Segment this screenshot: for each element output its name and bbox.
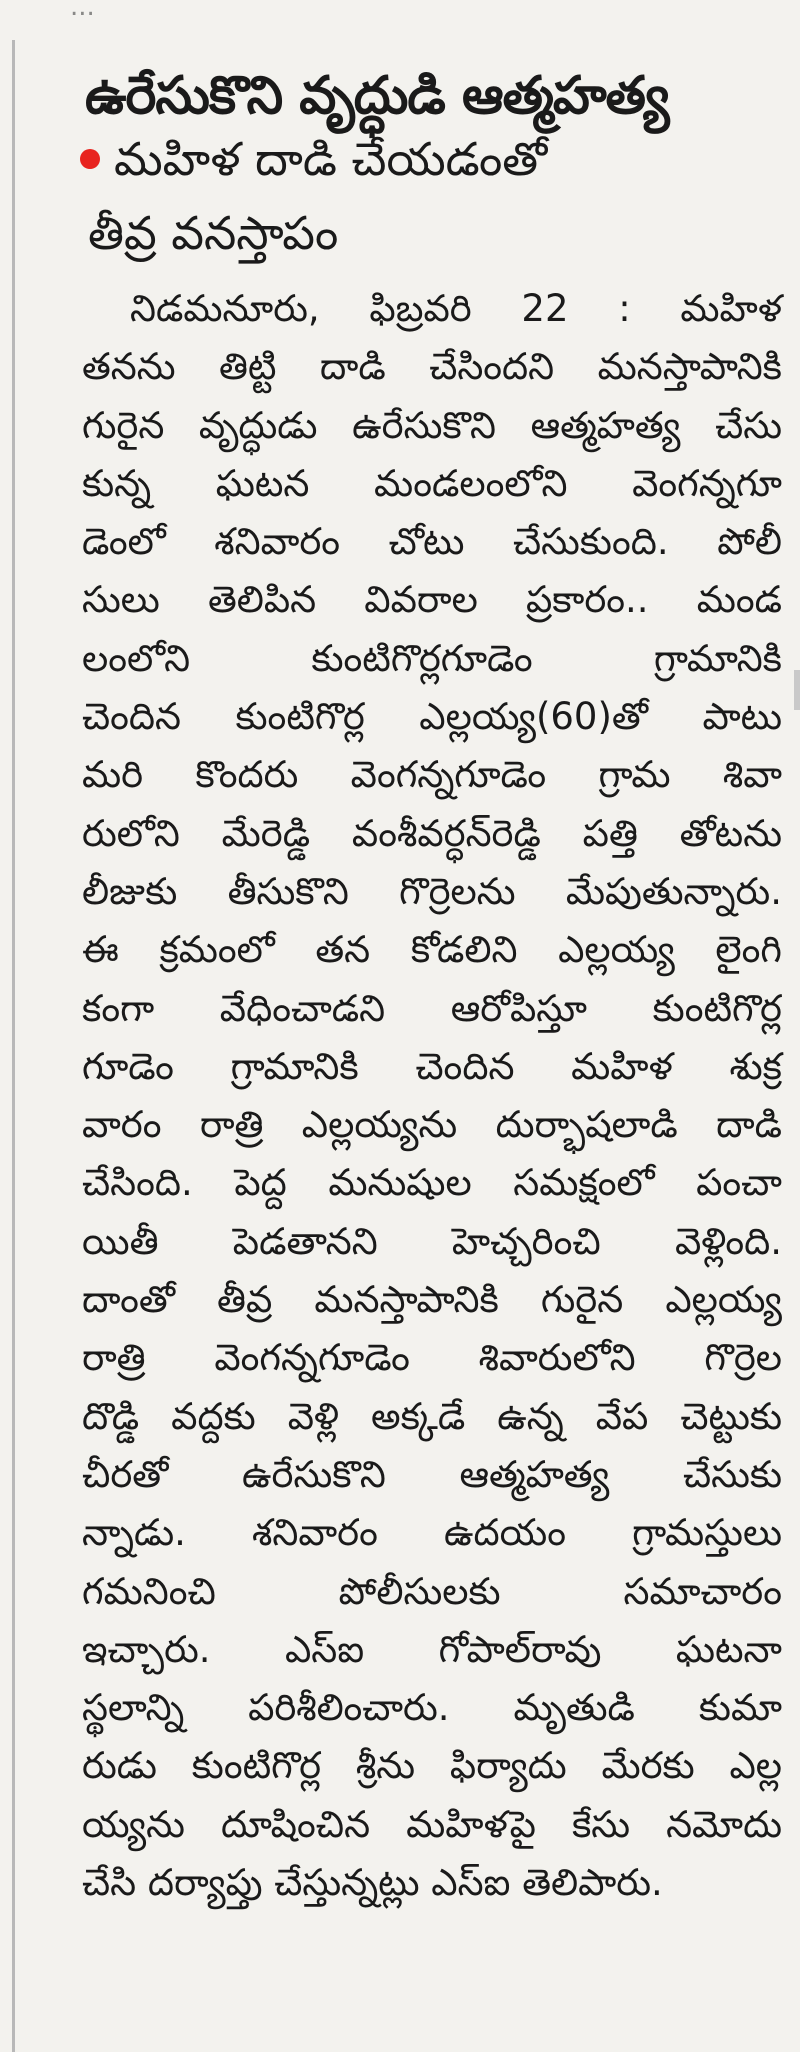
red-bullet-icon [80,149,100,169]
body-line: చేసింది. పెద్ద మనుషుల సమక్షంలో పంచా [82,1161,782,1205]
body-line: చెందిన కుంటిగొర్ల ఎల్లయ్య(60)తో పాటు [82,695,782,739]
body-line: రుడు కుంటిగొర్ల శ్రీను ఫిర్యాదు మేరకు ఎల్ల [82,1744,782,1788]
body-line: రాత్రి వెంగన్నగూడెం శివారులోని గొర్రెల [82,1336,782,1380]
subhead-line-2: తీవ్ర వనస్తాపం [88,206,339,260]
body-line: కంగా వేధించాడని ఆరోపిస్తూ కుంటిగొర్ల [82,986,782,1030]
body-line: స్థలాన్ని పరిశీలించారు. మృతుడి కుమా [82,1686,782,1730]
body-line: రులోని మేరెడ్డి వంశీవర్ధన్‌రెడ్డి పత్తి తోటను [82,811,782,855]
article-subhead [80,122,780,270]
body-line: ఈ క్రమంలో తన కోడలిని ఎల్లయ్య లైంగి [82,928,782,972]
body-line: తనను తిట్టి దాడి చేసిందని మనస్తాపానికి [82,345,782,389]
body-line: లంలోని కుంటిగొర్లగూడెం గ్రామానికి [82,636,782,680]
body-line: చేసి దర్యాప్తు చేస్తున్నట్లు ఎస్ఐ తెలిపారు. [82,1861,663,1905]
body-line: చీరతో ఉరేసుకొని ఆత్మహత్య చేసుకు [82,1452,782,1496]
column-rule [12,40,15,2052]
edge-mark [794,670,800,710]
body-line: ఇచ్చారు. ఎస్ఐ గోపాల్‌రావు ఘటనా [82,1627,782,1671]
article-body [82,280,782,1912]
clipped-previous-text: ... [70,0,95,22]
body-line: సులు తెలిపిన వివరాల ప్రకారం.. మండ [82,578,782,622]
body-line: న్నాడు. శనివారం ఉదయం గ్రామస్తులు [82,1511,782,1555]
body-line: గమనించి పోలీసులకు సమాచారం [82,1569,782,1613]
body-line: మరి కొందరు వెంగన్నగూడెం గ్రామ శివా [82,753,782,797]
body-line: కున్న ఘటన మండలంలోని వెంగన్నగూ [82,461,782,505]
body-line: నిడమనూరు, ఫిబ్రవరి 22 : మహిళ [130,287,782,330]
body-line: వారం రాత్రి ఎల్లయ్యను దుర్భాషలాడి దాడి [82,1103,782,1147]
body-line: గురైన వృద్ధుడు ఉరేసుకొని ఆత్మహత్య చేసు [82,403,782,447]
body-line: య్యను దూషించిన మహిళపై కేసు నమోదు [82,1802,782,1846]
article-headline: ఉరేసుకొని వృద్ధుడి ఆత్మహత్య [85,65,669,126]
body-line: దొడ్డి వద్దకు వెళ్లి అక్కడే ఉన్న వేప చెట్టుకు [82,1394,782,1438]
body-line: లీజుకు తీసుకొని గొర్రెలను మేపుతున్నారు. [82,869,782,913]
subhead-line-1: మహిళ దాడి చేయడంతో [114,132,548,186]
body-line: డెంలో శనివారం చోటు చేసుకుంది. పోలీ [82,520,782,564]
body-line: దాంతో తీవ్ర మనస్తాపానికి గురైన ఎల్లయ్య [82,1278,782,1322]
body-line: యితీ పెడతానని హెచ్చరించి వెళ్లింది. [82,1219,782,1263]
body-line: గూడెం గ్రామానికి చెందిన మహిళ శుక్ర [82,1044,782,1088]
